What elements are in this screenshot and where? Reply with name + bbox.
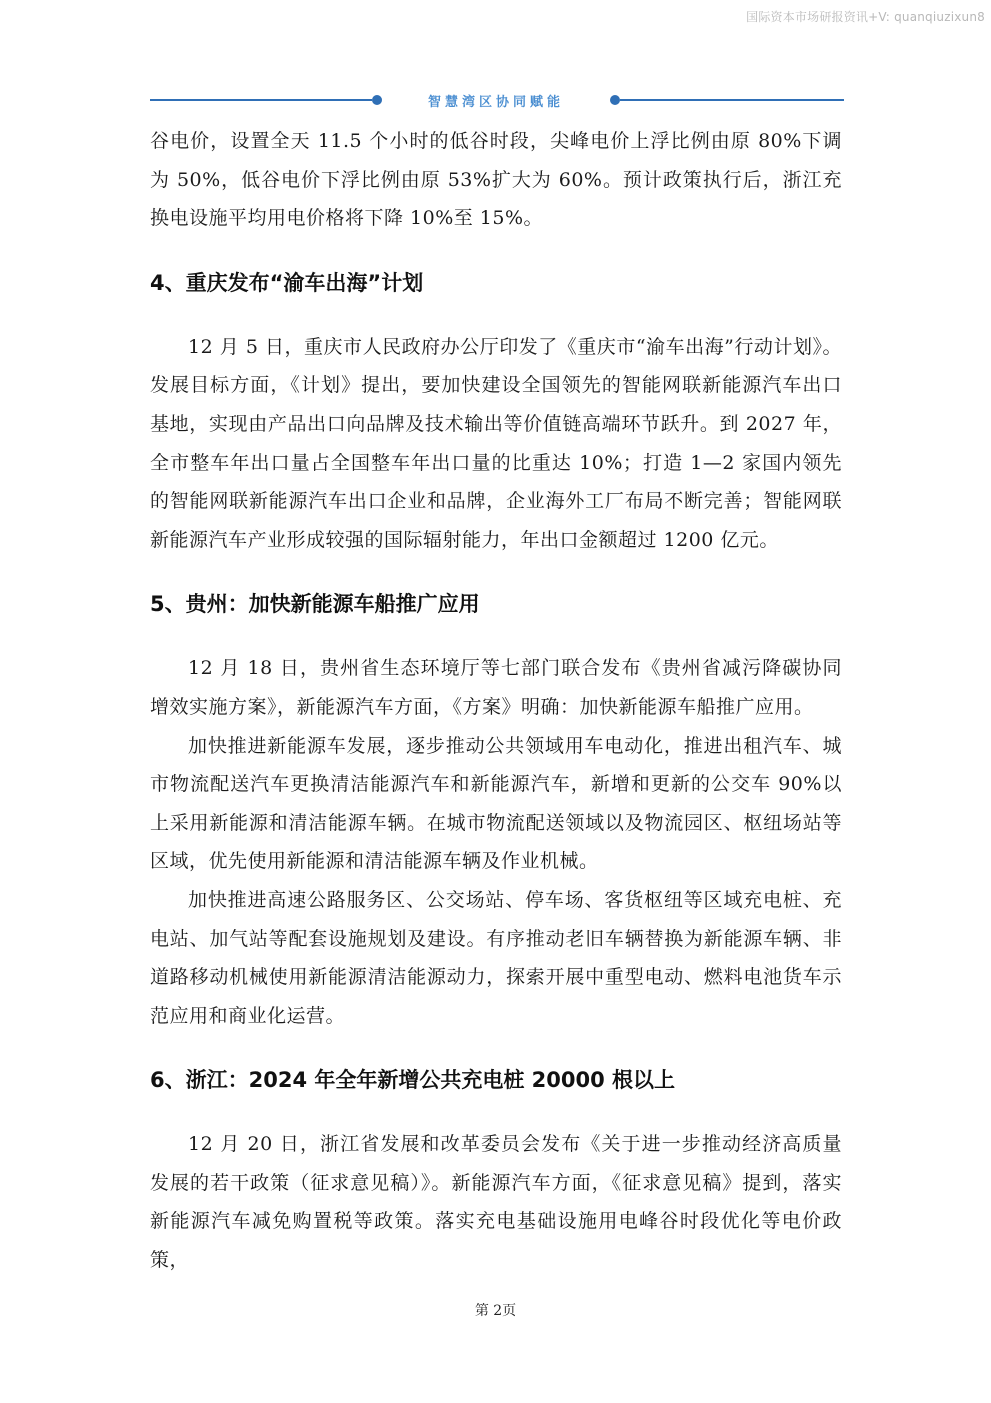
header-title: 智慧湾区协同赋能 bbox=[427, 95, 564, 110]
watermark-text: 国际资本市场研报资讯+V: quanqiuzixun8 bbox=[746, 10, 985, 24]
header-line-left bbox=[150, 99, 372, 101]
header-line-right bbox=[620, 99, 844, 101]
section-heading-6: 6、浙江：2024 年全年新增公共充电桩 20000 根以上 bbox=[150, 1068, 676, 1093]
paragraph-continuation: 谷电价，设置全天 11.5 个小时的低谷时段，尖峰电价上浮比例由原 80%下调为 50%，低谷电价下浮比例由原 53%扩大为 60%。预计政策执行后，浙江充换电设施平均用电价格将下降 10%至 15%。 bbox=[150, 130, 842, 230]
page-number: 第 2页 bbox=[474, 1303, 517, 1319]
paragraph-guizhou-facilities: 加快推进高速公路服务区、公交场站、停车场、客货枢纽等区域充电桩、充电站、加气站等配套设施规划及建设。有序推动老旧车辆替换为新能源车辆、非道路移动机械使用新能源清洁能源动力，探索开展中重型电动、燃料电池货车示范应用和商业化运营。 bbox=[150, 888, 842, 1027]
document-body bbox=[150, 122, 842, 1280]
paragraph-zhejiang: 12 月 20 日，浙江省发展和改革委员会发布《关于进一步推动经济高质量发展的若干政策（征求意见稿）》。新能源汽车方面，《征求意见稿》提到，落实新能源汽车减免购置税等政策。落实充电基础设施用电峰谷时段优化等电价政策， bbox=[150, 1133, 842, 1272]
header-dot-right bbox=[610, 95, 620, 105]
section-heading-4: 4、重庆发布“渝车出海”计划 bbox=[150, 270, 424, 295]
page-header bbox=[150, 90, 844, 110]
paragraph-guizhou-vehicles: 加快推进新能源车发展，逐步推动公共领域用车电动化，推进出租汽车、城市物流配送汽车更换清洁能源汽车和新能源汽车，新增和更新的公交车 90%以上采用新能源和清洁能源车辆。在城市物流配送领域以及物流园区、枢纽场站等区域，优先使用新能源和清洁能源车辆及作业机械。 bbox=[150, 734, 842, 873]
paragraph-chongqing: 12 月 5 日，重庆市人民政府办公厅印发了《重庆市“渝车出海”行动计划》。发展目标方面，《计划》提出，要加快建设全国领先的智能网联新能源汽车出口基地，实现由产品出口向品牌及技术输出等价值链高端环节跃升。到 2027 年，全市整车年出口量占全国整车年出口量的比重达 10%；打造 1—2 家国内领先的智能网联新能源汽车出口企业和品牌，企业海外工厂布局不断完善；智能网联新能源汽车产业形成较强的国际辐射能力，年出口金额超过 1200 亿元。 bbox=[150, 335, 842, 551]
section-heading-5: 5、贵州：加快新能源车船推广应用 bbox=[150, 592, 480, 617]
paragraph-guizhou-intro: 12 月 18 日，贵州省生态环境厅等七部门联合发布《贵州省减污降碳协同增效实施方案》，新能源汽车方面，《方案》明确：加快新能源车船推广应用。 bbox=[150, 657, 842, 718]
header-dot-left bbox=[372, 95, 382, 105]
